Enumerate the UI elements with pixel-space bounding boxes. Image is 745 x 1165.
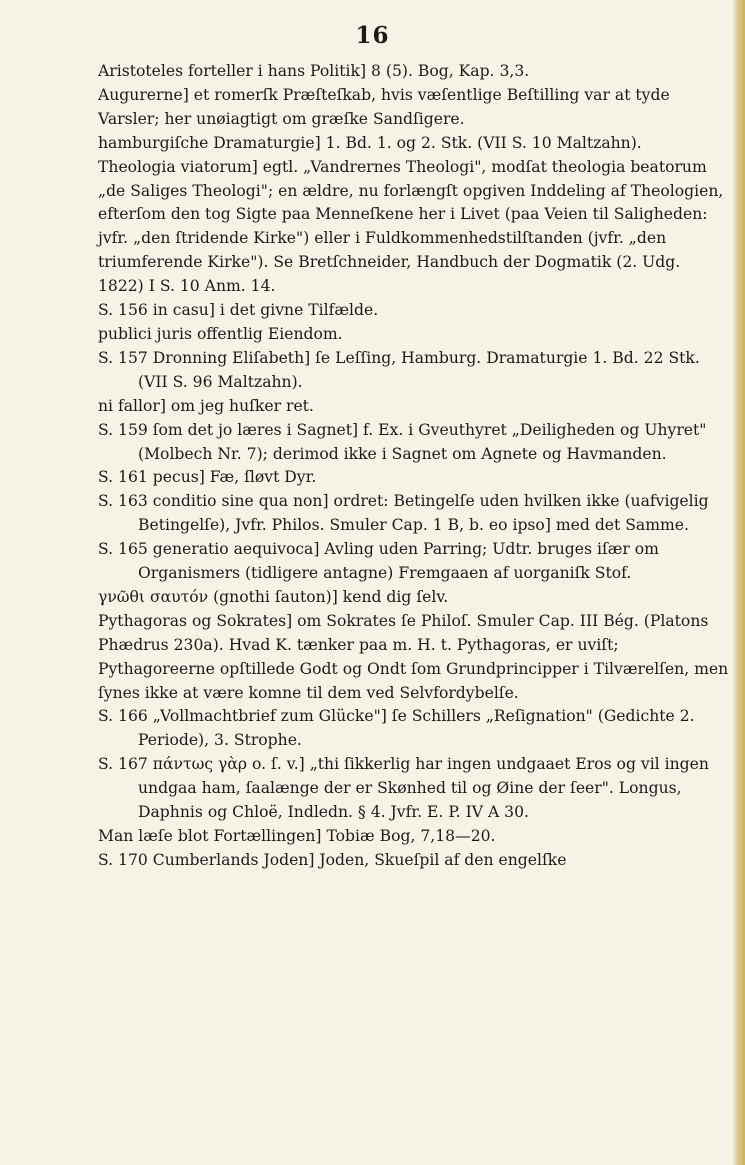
note-aristoteles: Aristoteles forteller i hans Politik] 8 (5). Bog, Kap. 3,3.	[98, 62, 530, 80]
note-theologia-viatorum: Theologia viatorum] egtl. „Vandrernes Theologi", modſat theologia beatorum „de Saliges Theologi"; en ældre, nu forlængſt opgiven Inddeling af Theologien, efterſom den tog Sigte paa Menneſkene her i Livet (paa Veien til Saligheden: jvfr. „den ſtridende Kirke") eller i Fuldkommenhedstilſtanden (jvfr. „den triumferende Kirke"). Se Bretſchneider, Handbuch der Dogmatik (2. Udg. 1822) I S. 10 Anm. 14.	[98, 157, 724, 296]
note-tobiae-bog: Man læſe blot Fortællingen] Tobiæ Bog, 7,18—20.	[98, 827, 496, 845]
note-vollmachtbrief: S. 166 „Vollmachtbrief zum Glücke"] ſe Schillers „Reſignation" (Gedichte 2. Periode), 3. Strophe.	[98, 707, 695, 750]
page-edge	[733, 0, 745, 1165]
note-hamburgische-dramaturgie: hamburgiſche Dramaturgie] 1. Bd. 1. og 2. Stk. (VII S. 10 Maltzahn).	[98, 133, 642, 152]
note-augurerne: Augurerne] et romerſk Præſteſkab, hvis væſentlige Beſtilling var at tyde Varsler; her unøiagtigt om græſke Sandſigere.	[98, 85, 670, 128]
note-dronning-elisabeth: S. 157 Dronning Eliſabeth] ſe Leſſing, Hamburg. Dramaturgie 1. Bd. 22 Stk. (VII S. 96 Maltzahn).	[98, 348, 700, 391]
note-cumberlands-joden: S. 170 Cumberlands Joden] Joden, Skueſpil af den engelſke	[98, 850, 567, 869]
commentary-notes	[98, 60, 730, 873]
note-sagnet: S. 159 ſom det jo læres i Sagnet] f. Ex. i Gveuthyret „Deiligheden og Uhyret" (Molbech Nr. 7); derimod ikke i Sagnet om Agnete og Havmanden.	[98, 420, 707, 463]
note-generatio-aequivoca: S. 165 generatio aequivoca] Avling uden Parring; Udtr. bruges iſær om Organismers (tidligere antagne) Fremgaaen af uorganiſk Stof.	[98, 540, 659, 583]
note-pythagoras-sokrates: Pythagoras og Sokrates] om Sokrates ſe Philoſ. Smuler Cap. III Bég. (Platons Phædrus 230a). Hvad K. tænker paa m. H. t. Pythagoras, er uviſt; Pythagoreerne opſtillede Godt og Ondt ſom Grundprincipper i Tilværelſen, men ſynes ikke at være komne til dem ved Selvfordybelſe.	[98, 611, 729, 702]
note-pantos-gar: S. 167 πάντως γὰρ o. ſ. v.] „thi ſikkerlig har ingen undgaaet Eros og vil ingen undgaa ham, ſaalænge der er Skønhed til og Øine der ſeer". Longus, Daphnis og Chloë, Indledn. § 4. Jvfr. E. P. IV A 30.	[98, 755, 709, 822]
note-ni-fallor: ni fallor] om jeg huſker ret.	[98, 396, 314, 415]
note-publici-juris: publici juris offentlig Eiendom.	[98, 324, 343, 343]
page-number: 16	[355, 22, 390, 49]
note-in-casu: S. 156 in casu] i det givne Tilfælde.	[98, 301, 379, 320]
note-gnothi-sauton: γνῶθι σαυτόν (gnothi ſauton)] kend dig ſelv.	[98, 587, 449, 606]
note-conditio-sine-qua-non: S. 163 conditio sine qua non] ordret: Betingelſe uden hvilken ikke (uafvigelig Betingelſe), Jvfr. Philos. Smuler Cap. 1 B, b. eo ipso] med det Samme.	[98, 492, 709, 535]
note-pecus: S. 161 pecus] Fæ, ſløvt Dyr.	[98, 468, 317, 487]
